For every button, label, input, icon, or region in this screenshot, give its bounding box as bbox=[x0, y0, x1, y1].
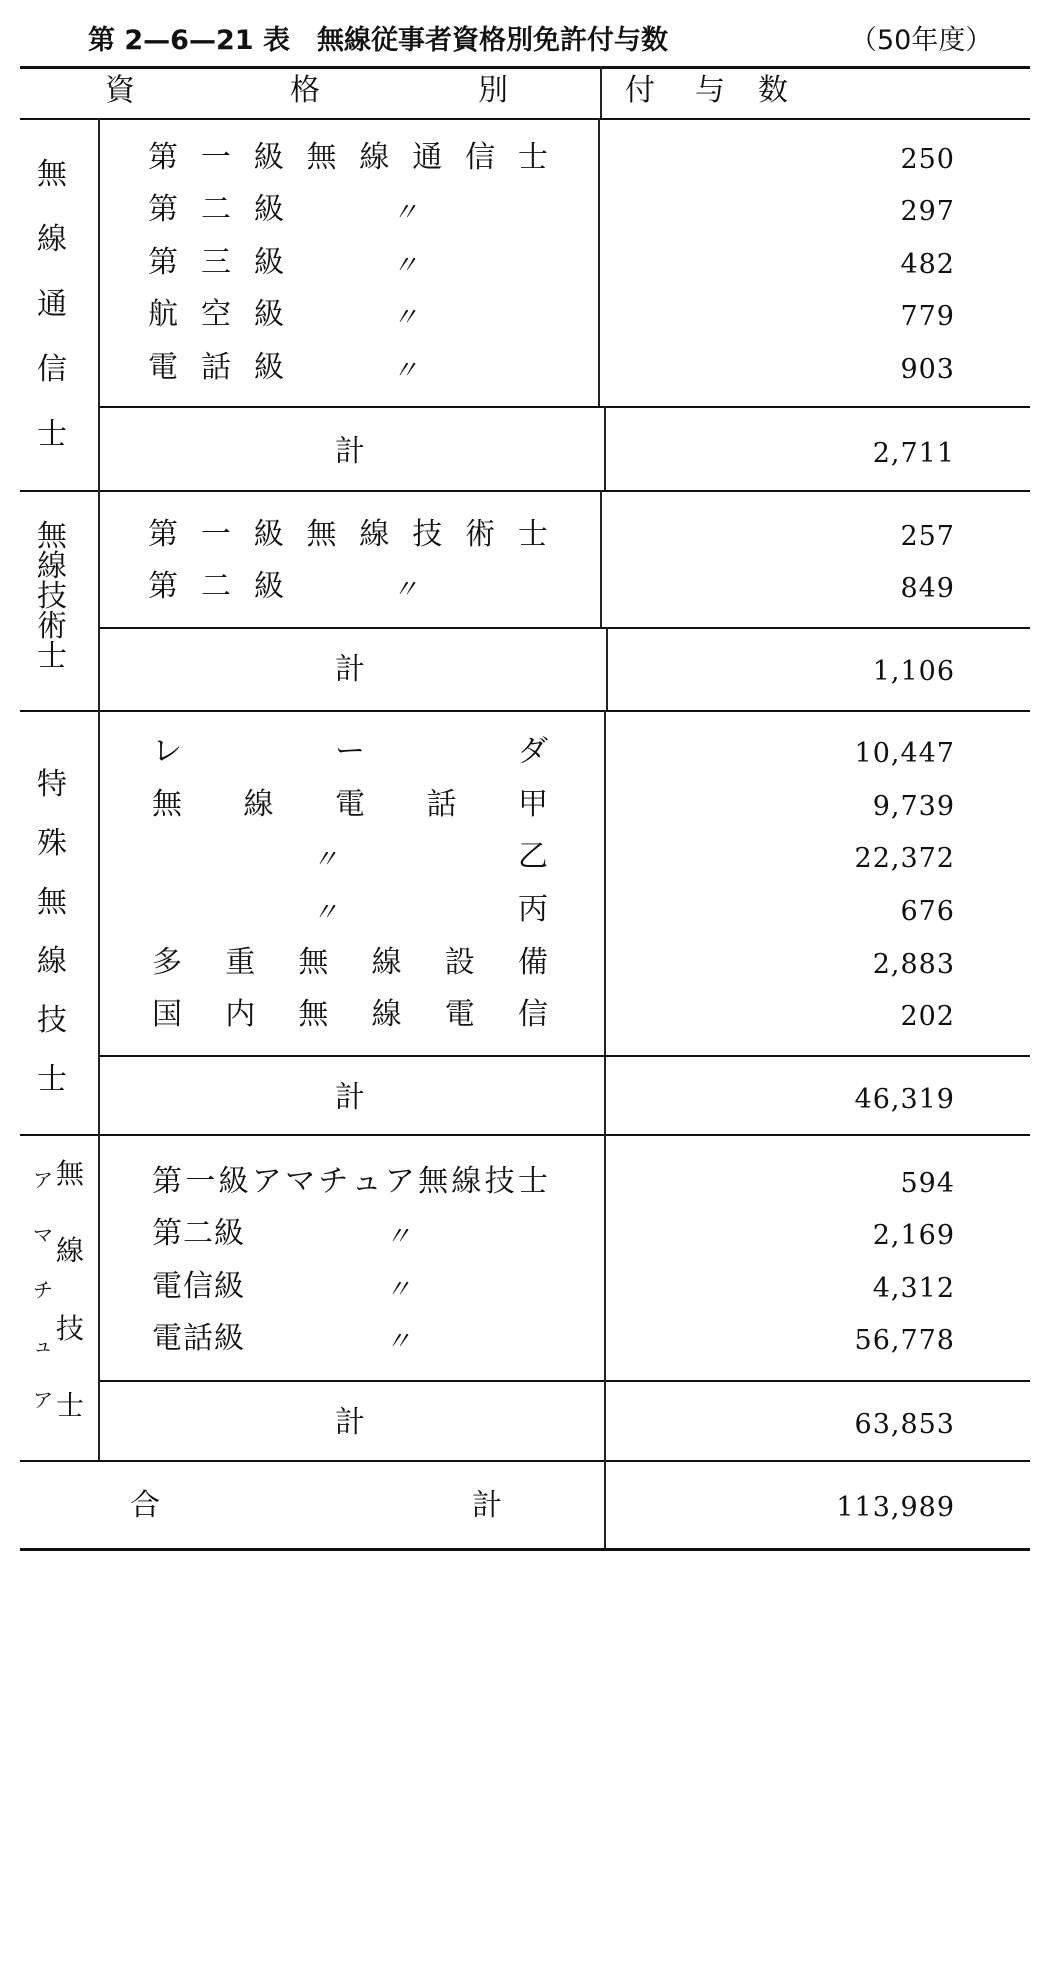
row-count: 779 bbox=[900, 301, 955, 332]
subtotal-value: 63,853 bbox=[854, 1409, 955, 1440]
name-char: 電 bbox=[152, 1269, 182, 1304]
ditto-mark: 〃 bbox=[392, 575, 419, 605]
row-name bbox=[148, 192, 284, 227]
row-count: 482 bbox=[900, 249, 955, 280]
name-char: ア bbox=[251, 1164, 282, 1199]
ditto-mark: 〃 bbox=[385, 1222, 412, 1252]
name-char: 級 bbox=[253, 140, 284, 175]
category-char: チ bbox=[33, 1278, 53, 1302]
category-label-special-radio-operator bbox=[37, 767, 67, 1097]
name-char: 話 bbox=[183, 1321, 213, 1356]
row-name bbox=[152, 997, 548, 1032]
row-count: 9,739 bbox=[872, 791, 955, 822]
category-char: 無 bbox=[37, 157, 67, 192]
row-name bbox=[148, 350, 284, 385]
name-char: 内 bbox=[225, 997, 256, 1032]
name-char: 国 bbox=[152, 997, 182, 1032]
name-char: 通 bbox=[412, 140, 443, 175]
header-count-1: 付 bbox=[625, 73, 655, 108]
row-name bbox=[152, 1164, 548, 1199]
category-char: 士 bbox=[37, 639, 67, 674]
count-column-divider bbox=[600, 490, 602, 627]
name-char: 空 bbox=[201, 297, 231, 332]
header-divider bbox=[20, 118, 1030, 120]
grand-total-label-1: 合 bbox=[130, 1488, 160, 1523]
subtotal-label: 計 bbox=[335, 1405, 365, 1440]
name-char: チ bbox=[318, 1164, 349, 1199]
name-char: 技 bbox=[484, 1164, 515, 1199]
category-char: ア bbox=[33, 1168, 53, 1192]
subtotal-rule bbox=[98, 1055, 1030, 1057]
category-char: 技 bbox=[37, 1003, 67, 1038]
category-char: 無 bbox=[37, 519, 67, 554]
name-char: 多 bbox=[152, 945, 182, 980]
row-count: 903 bbox=[900, 354, 955, 385]
category-char: 線 bbox=[37, 549, 67, 584]
name-char: 級 bbox=[254, 350, 284, 385]
name-char: 線 bbox=[371, 997, 402, 1032]
name-char: 第 bbox=[148, 140, 178, 175]
row-name bbox=[148, 517, 548, 552]
count-column-divider bbox=[604, 406, 606, 490]
name-char: 話 bbox=[426, 787, 457, 822]
category-char: 信 bbox=[37, 352, 67, 387]
category-char: 線 bbox=[37, 222, 67, 257]
fiscal-year-label: （50年度） bbox=[850, 25, 993, 56]
name-char: 第 bbox=[148, 517, 178, 552]
row-count: 676 bbox=[900, 896, 955, 927]
name-char: 級 bbox=[214, 1269, 244, 1304]
row-count: 849 bbox=[900, 573, 955, 604]
row-name bbox=[152, 787, 548, 822]
grand-total-value: 113,989 bbox=[836, 1492, 955, 1523]
subtotal-value: 46,319 bbox=[854, 1084, 955, 1115]
header-column-divider bbox=[600, 66, 602, 118]
category-char: 技 bbox=[37, 579, 67, 614]
row-name bbox=[152, 945, 548, 980]
category-char: 士 bbox=[37, 1062, 67, 1097]
ditto-mark: 〃 bbox=[385, 1275, 412, 1305]
count-column-divider bbox=[598, 118, 600, 406]
category-char: 士 bbox=[56, 1388, 85, 1422]
name-char: 備 bbox=[517, 945, 548, 980]
row-count: 2,169 bbox=[872, 1220, 955, 1251]
category-label-radio-engineer bbox=[37, 519, 67, 674]
name-char: 一 bbox=[200, 140, 231, 175]
category-char: 技 bbox=[56, 1311, 85, 1345]
name-char: 二 bbox=[183, 1216, 213, 1251]
category-label-amateur-radio bbox=[56, 1157, 85, 1422]
row-name bbox=[152, 734, 548, 769]
category-char: ュ bbox=[33, 1333, 53, 1357]
name-char: 第 bbox=[152, 1216, 182, 1251]
header-qualification-1: 資 bbox=[105, 73, 135, 108]
section-divider bbox=[20, 710, 1030, 712]
category-char: マ bbox=[33, 1223, 53, 1247]
count-column-divider bbox=[604, 710, 606, 1134]
row-name bbox=[148, 569, 284, 604]
name-char: 二 bbox=[201, 192, 231, 227]
ditto-mark: 〃 bbox=[392, 251, 419, 281]
name-char: ー bbox=[335, 734, 365, 769]
subtotal-label: 計 bbox=[335, 652, 365, 687]
name-char: 級 bbox=[254, 297, 284, 332]
subtotal-label: 計 bbox=[335, 434, 365, 469]
row-name bbox=[148, 245, 284, 280]
ditto-mark: 〃 bbox=[392, 356, 419, 386]
category-char: 術 bbox=[37, 609, 67, 644]
name-char: 級 bbox=[214, 1321, 244, 1356]
category-char: 通 bbox=[37, 287, 67, 322]
name-char: 二 bbox=[201, 569, 231, 604]
ditto-mark: 〃 bbox=[392, 303, 419, 333]
row-count: 22,372 bbox=[854, 843, 955, 874]
category-label-radio-operator bbox=[37, 157, 67, 452]
row-count: 594 bbox=[900, 1168, 955, 1199]
name-char: 設 bbox=[444, 945, 475, 980]
row-count: 10,447 bbox=[854, 738, 955, 769]
name-char: 電 bbox=[152, 1321, 182, 1356]
name-char: 無 bbox=[298, 945, 329, 980]
name-char: 級 bbox=[254, 245, 284, 280]
row-name: 丙 bbox=[518, 892, 548, 927]
category-char: 無 bbox=[56, 1157, 85, 1190]
category-column-divider bbox=[98, 1134, 100, 1460]
category-char: 特 bbox=[37, 767, 67, 802]
name-char: 線 bbox=[243, 787, 274, 822]
table-title: 第 2—6—21 表 無線従事者資格別免許付与数 bbox=[88, 25, 668, 56]
row-count: 297 bbox=[900, 196, 955, 227]
category-label-amateur-small bbox=[33, 1170, 53, 1410]
row-count: 257 bbox=[900, 521, 955, 552]
ditto-mark: 〃 bbox=[392, 198, 419, 228]
name-char: 級 bbox=[214, 1216, 244, 1251]
name-char: 第 bbox=[152, 1164, 182, 1199]
name-char: 信 bbox=[517, 997, 548, 1032]
name-char: マ bbox=[285, 1164, 316, 1199]
name-char: 技 bbox=[412, 517, 443, 552]
count-column-divider bbox=[604, 1134, 606, 1548]
category-char: 士 bbox=[37, 417, 67, 452]
header-count-3: 数 bbox=[758, 73, 788, 108]
name-char: 信 bbox=[183, 1269, 213, 1304]
ditto-mark: 〃 bbox=[312, 898, 339, 928]
category-char: ア bbox=[33, 1388, 53, 1412]
subtotal-label: 計 bbox=[335, 1080, 365, 1115]
category-column-divider bbox=[98, 710, 100, 1134]
category-char: 線 bbox=[56, 1234, 85, 1268]
name-char: 線 bbox=[359, 140, 390, 175]
row-name bbox=[152, 1216, 244, 1251]
name-char: 士 bbox=[517, 1164, 548, 1199]
row-count: 4,312 bbox=[872, 1273, 955, 1304]
ditto-mark: 〃 bbox=[385, 1327, 412, 1357]
name-char: 第 bbox=[148, 192, 178, 227]
subtotal-value: 1,106 bbox=[872, 656, 955, 687]
name-char: 航 bbox=[148, 297, 178, 332]
row-count: 250 bbox=[900, 144, 955, 175]
count-column-divider bbox=[606, 627, 608, 710]
name-char: 一 bbox=[185, 1164, 216, 1199]
name-char: 級 bbox=[253, 517, 284, 552]
grand-total-label-2: 計 bbox=[472, 1488, 502, 1523]
name-char: 線 bbox=[371, 945, 402, 980]
row-name bbox=[148, 140, 548, 175]
name-char: 線 bbox=[451, 1164, 482, 1199]
subtotal-rule bbox=[98, 627, 1030, 629]
category-char: 線 bbox=[37, 944, 67, 979]
category-char: 殊 bbox=[37, 826, 67, 861]
name-char: 無 bbox=[306, 140, 337, 175]
name-char: ア bbox=[384, 1164, 415, 1199]
name-char: 士 bbox=[517, 517, 548, 552]
category-column-divider bbox=[98, 118, 100, 490]
name-char: 線 bbox=[359, 517, 390, 552]
name-char: 甲 bbox=[518, 787, 548, 822]
ditto-mark: 〃 bbox=[312, 845, 339, 875]
row-name bbox=[152, 1321, 244, 1356]
header-qualification-2: 格 bbox=[290, 73, 320, 108]
subtotal-value: 2,711 bbox=[872, 438, 955, 469]
header-count-2: 与 bbox=[695, 73, 725, 108]
name-char: 無 bbox=[418, 1164, 449, 1199]
category-char: 無 bbox=[37, 885, 67, 920]
name-char: 第 bbox=[148, 245, 178, 280]
name-char: ダ bbox=[518, 734, 548, 769]
name-char: 無 bbox=[152, 787, 182, 822]
name-char: 重 bbox=[225, 945, 256, 980]
section-divider bbox=[20, 1134, 1030, 1136]
row-count: 2,883 bbox=[872, 949, 955, 980]
row-count: 56,778 bbox=[854, 1325, 955, 1356]
table-bottom-border bbox=[20, 1548, 1030, 1551]
section-divider bbox=[20, 1460, 1030, 1462]
name-char: 電 bbox=[148, 350, 178, 385]
name-char: 級 bbox=[218, 1164, 249, 1199]
name-char: 無 bbox=[306, 517, 337, 552]
name-char: レ bbox=[152, 734, 182, 769]
name-char: 術 bbox=[465, 517, 496, 552]
name-char: 級 bbox=[254, 192, 284, 227]
section-divider bbox=[20, 490, 1030, 492]
name-char: 話 bbox=[201, 350, 231, 385]
name-char: 電 bbox=[444, 997, 475, 1032]
row-count: 202 bbox=[900, 1001, 955, 1032]
name-char: 無 bbox=[298, 997, 329, 1032]
name-char: 第 bbox=[148, 569, 178, 604]
name-char: 信 bbox=[465, 140, 496, 175]
subtotal-rule bbox=[98, 1380, 1030, 1382]
table-top-border bbox=[20, 66, 1030, 69]
name-char: 電 bbox=[335, 787, 365, 822]
category-column-divider bbox=[98, 490, 100, 710]
name-char: 一 bbox=[200, 517, 231, 552]
name-char: ュ bbox=[351, 1164, 382, 1199]
subtotal-rule bbox=[98, 406, 1030, 408]
row-name bbox=[152, 1269, 244, 1304]
header-qualification-3: 別 bbox=[478, 73, 508, 108]
row-name: 乙 bbox=[518, 839, 548, 874]
table-title-row bbox=[88, 18, 993, 62]
row-name bbox=[148, 297, 284, 332]
name-char: 三 bbox=[201, 245, 231, 280]
name-char: 級 bbox=[254, 569, 284, 604]
name-char: 士 bbox=[517, 140, 548, 175]
